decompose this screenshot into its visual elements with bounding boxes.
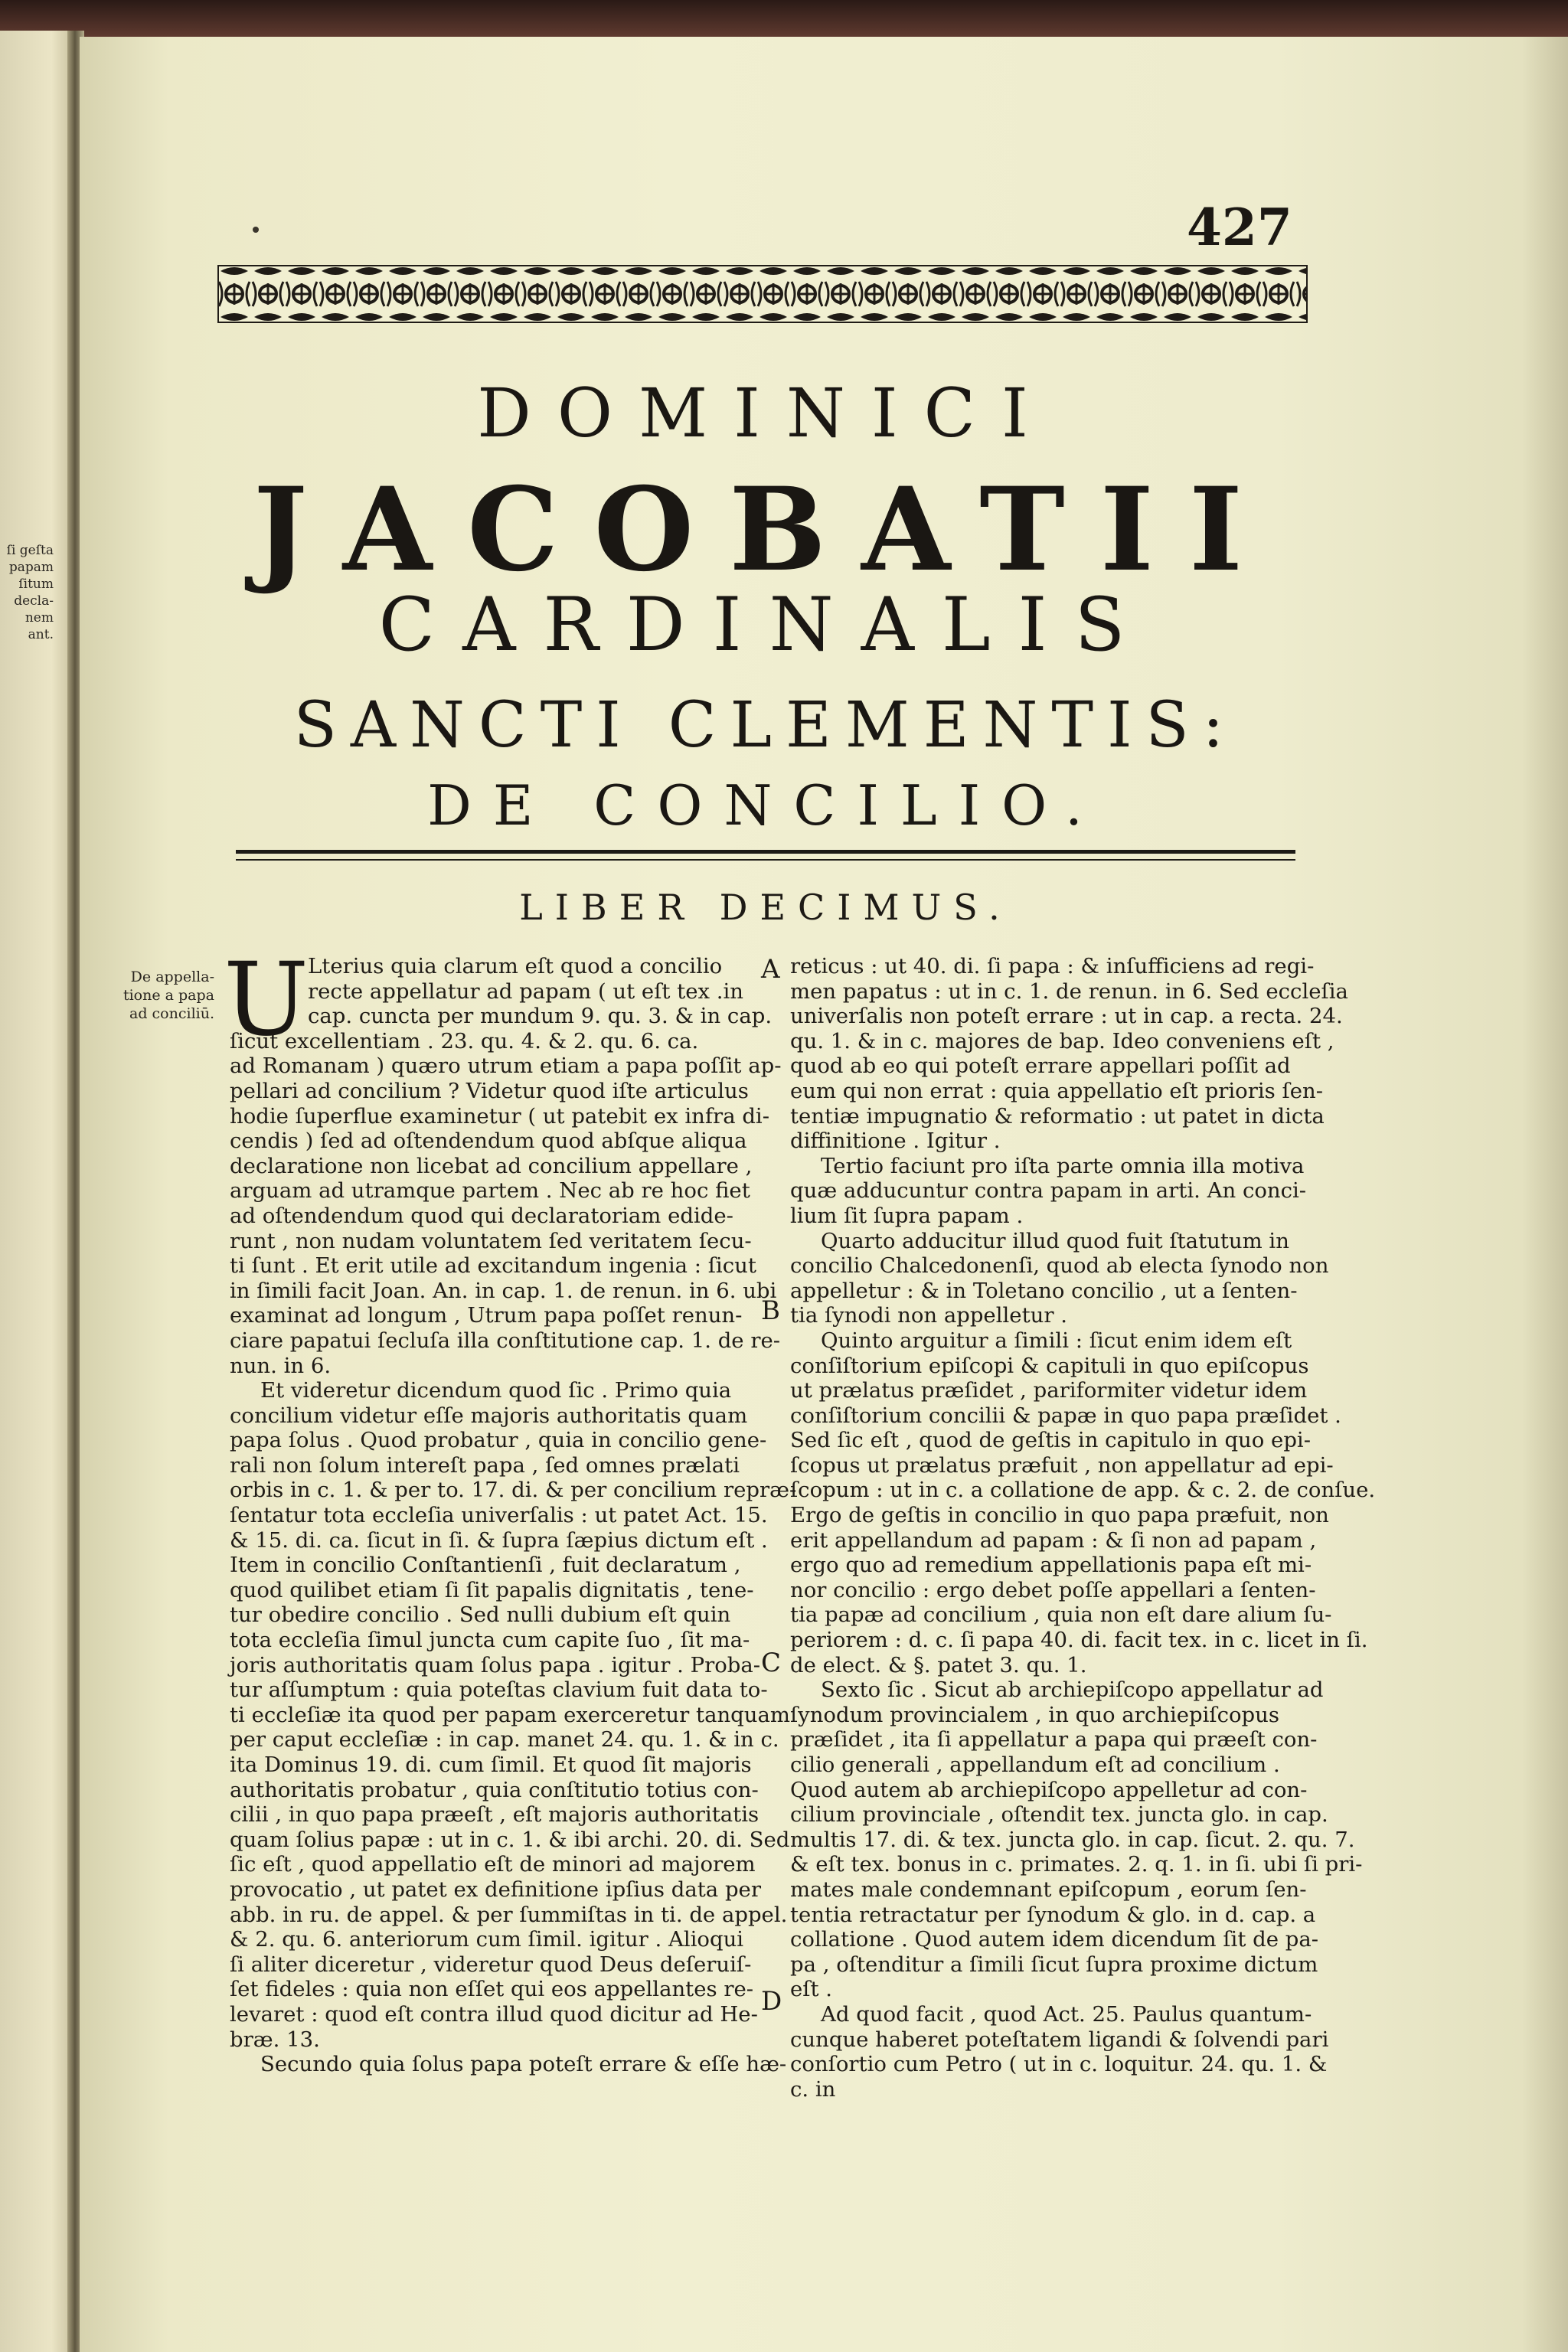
book-heading: LIBER DECIMUS. (519, 887, 1012, 928)
text-line: Ergo de geſtis in concilio in quo papa præfuit, non (790, 1503, 1329, 1528)
text-column-left (230, 954, 797, 2077)
text-line: eſt . (790, 1977, 832, 2002)
text-line: periorem : d. c. ſi papa 40. di. facit tex. in c. licet in ſi. (790, 1628, 1368, 1653)
text-line: univerſalis non poteſt errare : ut in cap. a recta. 24. (790, 1004, 1343, 1029)
text-line: orbis in c. 1. & per to. 17. di. & per concilium repræ- (230, 1478, 797, 1503)
text-line: reticus : ut 40. di. ſi papa : & inſufficiens ad regi- (790, 954, 1315, 978)
text-line: conſortio cum Petro ( ut in c. loquitur. 24. qu. 1. & (790, 2052, 1328, 2077)
text-line: rali non ſolum intereſt papa , ſed omnes prælati (230, 1452, 740, 1478)
text-line: ut prælatus præſidet , pariformiter videtur idem (790, 1378, 1308, 1403)
text-line: recte appellatur ad papam ( ut eſt tex .in (308, 978, 744, 1004)
title-line-de-concilio: DE CONCILIO. (427, 773, 1104, 838)
text-line: ti ſunt . Et erit utile ad excitandum ingenia : ſicut (230, 1253, 756, 1279)
section-letter-a: A (761, 954, 780, 985)
text-line: cilii , in quo papa præeſt , eſt majoris authoritatis (230, 1802, 760, 1828)
text-line: arguam ad utramque partem . Nec ab re hoc fiet (230, 1178, 750, 1204)
text-line: abb. in ru. de appel. & per ſummiſtas in ti. de appel. (230, 1902, 788, 1927)
text-line: tia ſynodi non appelletur . (790, 1303, 1067, 1328)
text-line: quam ſolius papæ : ut in c. 1. & ibi archi. 20. di. Sed (230, 1827, 790, 1852)
text-line: quod ab eo qui poteſt errare appellari poſſit ad (790, 1054, 1291, 1079)
text-line: joris authoritatis quam ſolus papa . igitur . Proba- (230, 1652, 761, 1677)
text-line: tentiæ impugnatio & reformatio : ut patet in dicta (790, 1103, 1325, 1129)
title-rule-thick (236, 850, 1295, 854)
text-line: ſic eſt , quod appellatio eſt de minori ad majorem (230, 1852, 756, 1877)
previous-page-margin-note: ſi geſta papam ſitum decla- nem ant. (6, 543, 54, 642)
text-line: Et videretur dicendum quod ſic . Primo quia (260, 1378, 732, 1403)
text-line: conſiſtorium epiſcopi & capituli in quo epiſcopus (790, 1353, 1309, 1378)
text-line: eum qui non errat : quia appellatio eſt prioris ſen- (790, 1078, 1323, 1103)
text-line: cap. cuncta per mundum 9. qu. 3. & in cap. (308, 1004, 773, 1029)
text-line: tur aſſumptum : quia poteſtas clavium fuit data to- (230, 1677, 768, 1703)
text-line: examinat ad longum , Utrum papa poſſet renun- (230, 1303, 743, 1328)
text-line: declaratione non licebat ad concilium appellare , (230, 1153, 753, 1178)
text-line: ſi aliter diceretur , videretur quod Deus deſeruiſ- (230, 1952, 752, 1977)
text-line: cilio generali , appellandum eſt ad concilium . (790, 1753, 1280, 1777)
text-line: authoritatis probatur , quia conſtitutio totius con- (230, 1777, 759, 1802)
text-line: Quarto adducitur illud quod fuit ſtatutum in (821, 1228, 1289, 1253)
text-line: hodie ſuperflue examinetur ( ut patebit ex infra di- (230, 1103, 770, 1129)
text-line: c. in (790, 2076, 836, 2102)
text-line: bræ. 13. (230, 2027, 320, 2052)
text-line: ſcopum : ut in c. a collatione de app. & c. 2. de conſue. (790, 1478, 1376, 1503)
text-line: Lterius quia clarum eſt quod a concilio (308, 954, 723, 978)
section-letter-b: B (761, 1295, 780, 1326)
text-line: nun. in 6. (230, 1353, 332, 1378)
text-line: in ſimili facit Joan. An. in cap. 1. de renun. in 6. ubi (230, 1278, 777, 1303)
text-line: tentia retractatur per ſynodum & glo. in d. cap. a (790, 1902, 1316, 1927)
text-line: ſcopus ut prælatus præfuit , non appellatur ad epi- (790, 1452, 1334, 1478)
text-line: cunque haberet poteſtatem ligandi & ſolvendi pari (790, 2027, 1329, 2052)
text-line: & 2. qu. 6. anteriorum cum ſimil. igitur . Alioqui (230, 1927, 744, 1952)
text-line: nor concilio : ergo debet poſſe appellari a ſenten- (790, 1577, 1316, 1602)
text-line: collatione . Quod autem idem dicendum ſit de pa- (790, 1927, 1319, 1952)
text-line: ergo quo ad remedium appellationis papa eſt mi- (790, 1553, 1312, 1578)
text-line: tia papæ ad concilium , quia non eſt dare alium ſu- (790, 1602, 1332, 1628)
text-line: ti eccleſiæ ita quod per papam exerceretur tanquam (230, 1702, 790, 1727)
text-line: conſiſtorium concilii & papæ in quo papa præſidet . (790, 1403, 1341, 1428)
text-line: ſentatur tota eccleſia univerſalis : ut patet Act. 15. (230, 1503, 768, 1528)
previous-page-edge (0, 31, 74, 2352)
text-line: erit appellandum ad papam : & ſi non ad papam , (790, 1527, 1317, 1553)
text-line: concilium videtur eſſe majoris authoritatis quam (230, 1403, 748, 1428)
page-shadow (1522, 37, 1568, 2352)
text-line: diffinitione . Igitur . (790, 1129, 1001, 1154)
text-line: appelletur : & in Toletano concilio , ut a ſenten- (790, 1278, 1298, 1303)
text-line: concilio Chalcedonenſi, quod ab electa ſynodo non (790, 1253, 1329, 1279)
text-line: præſidet , ita ſi appellatur a papa qui præeſt con- (790, 1727, 1318, 1753)
text-line: multis 17. di. & tex. juncta glo. in cap. ſicut. 2. qu. 7. (790, 1827, 1355, 1852)
text-line: de elect. & §. patet 3. qu. 1. (790, 1652, 1087, 1677)
text-line: tur obedire concilio . Sed nulli dubium eſt quin (230, 1602, 731, 1628)
title-line-jacobatii: JACOBATII (253, 462, 1279, 597)
text-line: cendis ) ſed ad oſtendendum quod abſque aliqua (230, 1129, 747, 1154)
text-line: tota eccleſia ſimul juncta cum capite ſuo , ſit ma- (230, 1628, 750, 1653)
text-line: ita Dominus 19. di. cum ſimil. Et quod ſit majoris (230, 1753, 752, 1777)
drop-cap: U (224, 941, 309, 1059)
text-line: papa ſolus . Quod probatur , quia in concilio gene- (230, 1428, 767, 1453)
text-line: ſicut excellentiam . 23. qu. 4. & 2. qu. 6. ca. (230, 1028, 699, 1054)
text-line: Quod autem ab archiepiſcopo appelletur ad con- (790, 1777, 1308, 1802)
title-line-cardinalis: CARDINALIS (378, 582, 1153, 668)
text-line: & 15. di. ca. ſicut in ſi. & ſupra ſæpius dictum eſt . (230, 1527, 768, 1553)
title-rule-thin (236, 859, 1295, 861)
text-line: ſet fideles : quia non eſſet qui eos appellantes re- (230, 1977, 754, 2002)
text-line: quod quilibet etiam ſi ſit papalis dignitatis , tene- (230, 1577, 754, 1602)
text-line: Quinto arguitur a ſimili : ſicut enim idem eſt (821, 1328, 1292, 1353)
text-line: qu. 1. & in c. majores de bap. Ideo conveniens eſt , (790, 1028, 1334, 1054)
text-line: Sed ſic eſt , quod de geſtis in capitulo in quo epi- (790, 1428, 1312, 1453)
text-line: Item in concilio Conſtantienſi , fuit declaratum , (230, 1553, 741, 1578)
text-line: pa , oſtenditur a ſimili ſicut ſupra proxime dictum (790, 1952, 1318, 1977)
text-line: per caput eccleſiæ : in cap. manet 24. qu. 1. & in c. (230, 1727, 779, 1753)
text-line: Secundo quia ſolus papa poteſt errare & eſſe hæ- (260, 2052, 787, 2077)
text-line: ad Romanam ) quæro utrum etiam a papa poſſit ap- (230, 1054, 782, 1079)
margin-note: De appella- tione a papa ad conciliū. (122, 969, 214, 1022)
section-letter-d: D (761, 1986, 782, 2017)
text-line: ad oſtendendum quod qui declaratoriam edide- (230, 1203, 733, 1228)
text-line: runt , non nudam voluntatem ſed veritatem ſecu- (230, 1228, 752, 1253)
text-line: Ad quod facit , quod Act. 25. Paulus quantum- (821, 2001, 1312, 2027)
title-line-dominici: DOMINICI (477, 374, 1054, 452)
section-letter-c: C (761, 1648, 782, 1678)
title-line-sancti-clementis: SANCTI CLEMENTIS: (293, 689, 1238, 762)
text-line: mates male condemnant epiſcopum , eorum ſen- (790, 1877, 1307, 1902)
text-line: ciare papatui ſecluſa illa conſtitutione cap. 1. de re- (230, 1328, 781, 1353)
text-line: levaret : quod eſt contra illud quod dicitur ad He- (230, 2001, 758, 2027)
text-line: cilium provinciale , oſtendit tex. juncta glo. in cap. (790, 1802, 1328, 1828)
text-line: lium ſit ſupra papam . (790, 1203, 1024, 1228)
text-line: pellari ad concilium ? Videtur quod iſte articulus (230, 1078, 749, 1103)
page-number: 427 (1187, 198, 1292, 257)
text-line: provocatio , ut patet ex definitione ipſius data per (230, 1877, 761, 1902)
text-line: Sexto ſic . Sicut ab archiepiſcopo appellatur ad (821, 1677, 1324, 1703)
text-line: quæ adducuntur contra papam in arti. An conci- (790, 1178, 1307, 1204)
text-line: men papatus : ut in c. 1. de renun. in 6. Sed eccleſia (790, 978, 1348, 1004)
text-line: Tertio faciunt pro iſta parte omnia illa motiva (821, 1153, 1305, 1178)
text-column-right (790, 954, 1376, 2102)
ornamental-header-band (217, 265, 1308, 323)
text-line: ſynodum provincialem , in quo archiepiſcopus (790, 1702, 1279, 1727)
signature-dot (253, 227, 259, 233)
text-line: & eſt tex. bonus in c. primates. 2. q. 1. in ſi. ubi ſi pri- (790, 1852, 1363, 1877)
